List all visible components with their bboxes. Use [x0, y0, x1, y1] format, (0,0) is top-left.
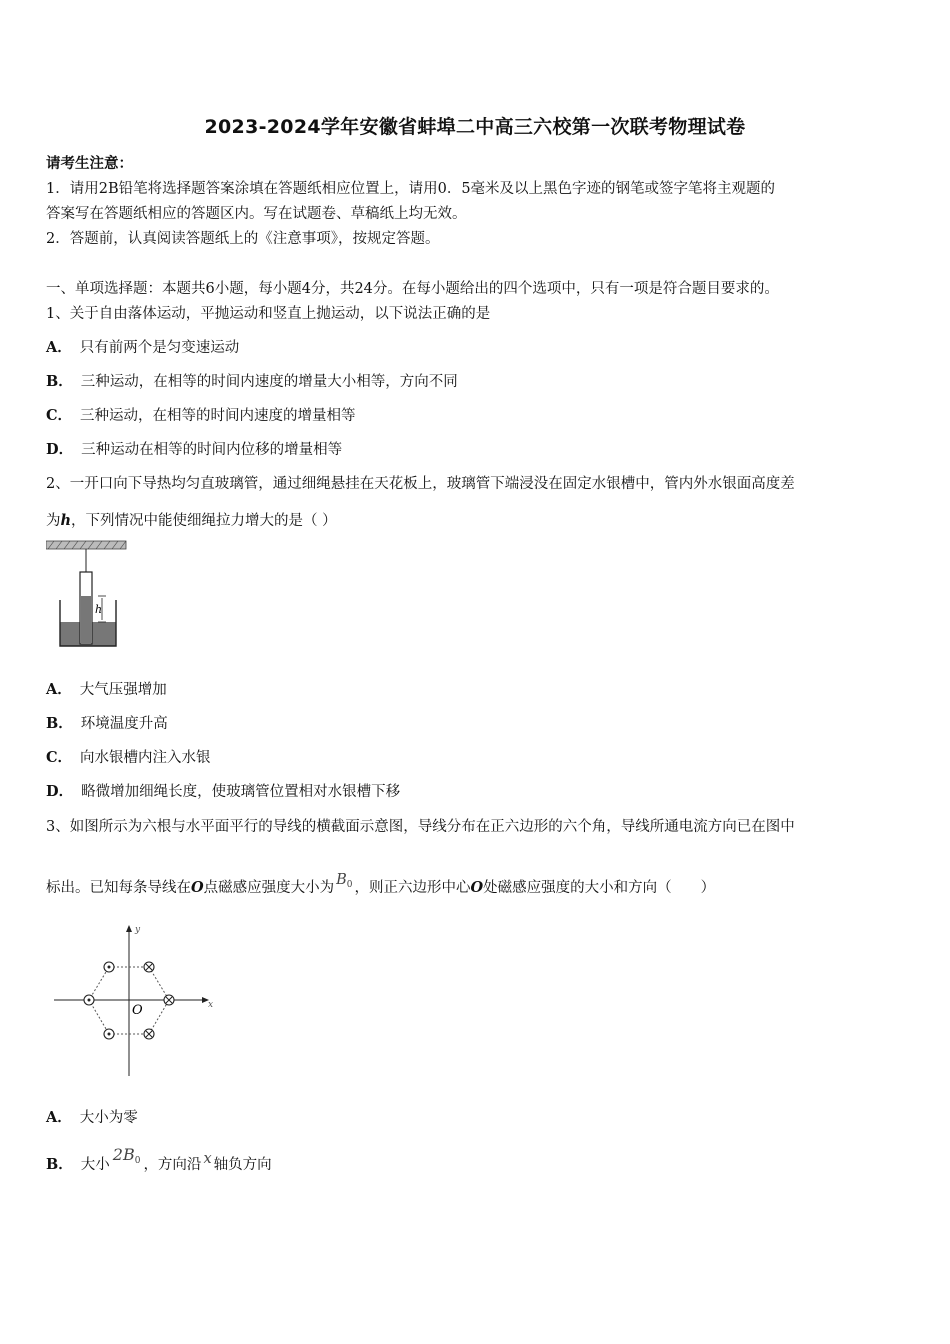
q3-stem-text: 处磁感应强度的大小和方向（ ）	[483, 880, 716, 896]
option-text: 三种运动在相等的时间内位移的增量相等	[81, 442, 343, 458]
q1-option-c[interactable]	[46, 404, 356, 425]
ceiling-hatch	[46, 541, 126, 549]
option-letter: B．	[46, 373, 73, 390]
notice-line-3: 2．答题前，认真阅读答题纸上的《注意事项》，按规定答题。	[46, 231, 440, 247]
q3-stem-line-2	[46, 872, 716, 898]
notice-line-2: 答案写在答题纸相应的答题区内。写在试题卷、草稿纸上均无效。	[46, 206, 467, 222]
q2-option-c[interactable]	[46, 746, 211, 767]
option-letter: A．	[46, 681, 72, 698]
axis-symbol: x	[203, 1151, 212, 1167]
option-text: 大小为零	[79, 1110, 138, 1126]
magnitude-symbol: 2B	[112, 1145, 135, 1164]
h-label: h	[95, 603, 103, 616]
q2-tube-figure	[46, 538, 128, 650]
option-letter: C．	[46, 749, 73, 766]
option-text: 三种运动，在相等的时间内速度的增量大小相等，方向不同	[80, 374, 458, 390]
wire-right	[164, 995, 174, 1005]
page-title: 2023-2024学年安徽省蚌埠二中高三六校第一次联考物理试卷	[204, 116, 746, 138]
option-letter: A．	[46, 339, 72, 356]
option-text: 略微增加细绳长度，使玻璃管位置相对水银槽下移	[81, 784, 401, 800]
option-letter: B．	[46, 1156, 73, 1173]
q3-stem-line-1: 3、如图所示为六根与水平面平行的导线的横截面示意图，导线分布在正六边形的六个角，导线所通电流方向已在图中	[46, 819, 795, 835]
wire-bottom-left	[104, 1029, 114, 1039]
option-text: 大小	[80, 1157, 110, 1173]
option-letter: D．	[46, 441, 74, 458]
q2-stem-line-1: 2、一开口向下导热均匀直玻璃管，通过细绳悬挂在天花板上，玻璃管下端浸没在固定水银槽中，管内外水银面高度差	[46, 476, 795, 492]
q1-option-d[interactable]	[46, 438, 342, 459]
notice-line-1: 1．请用2B铅笔将选择题答案涂填在答题纸相应位置上，请用0．5毫米及以上黑色字迹的钢笔或签字笔将主观题的	[46, 181, 776, 197]
q1-option-b[interactable]	[46, 370, 458, 391]
q3-stem-text: ，则正六边形中心	[354, 880, 471, 896]
b-symbol: B	[336, 872, 347, 888]
q3-stem-text: 点磁感应强度大小为	[203, 880, 335, 896]
option-letter: C．	[46, 407, 73, 424]
option-letter: A．	[46, 1109, 72, 1126]
option-text: 向水银槽内注入水银	[80, 750, 211, 766]
wire-top-left	[104, 962, 114, 972]
q2-stem-line-2	[46, 509, 337, 530]
notice-heading: 请考生注意：	[46, 155, 133, 172]
option-text: ，方向沿	[143, 1157, 202, 1173]
option-text: 轴负方向	[213, 1157, 272, 1173]
q2-stem-text: 为	[46, 513, 61, 529]
x-axis-label: x	[208, 1000, 214, 1010]
magnitude-subscript: 0	[134, 1156, 141, 1166]
q3-stem-text: 标出。已知每条导线在	[46, 880, 191, 896]
option-letter: D．	[46, 783, 74, 800]
q2-option-d[interactable]	[46, 780, 400, 801]
q2-var-h: h	[60, 512, 72, 529]
q3-option-a[interactable]	[46, 1106, 138, 1127]
q2-option-a[interactable]	[46, 678, 167, 699]
b-subscript: 0	[346, 880, 353, 890]
q3-2b0	[113, 1145, 141, 1164]
q3-option-b[interactable]	[46, 1145, 272, 1175]
wire-left	[84, 995, 94, 1005]
option-text: 三种运动，在相等的时间内速度的增量相等	[80, 408, 356, 424]
q1-stem: 1、关于自由落体运动，平抛运动和竖直上抛运动，以下说法正确的是	[46, 306, 491, 322]
wire-bottom-right	[144, 1029, 154, 1039]
tube-mercury	[81, 596, 91, 643]
option-text: 环境温度升高	[80, 716, 168, 732]
y-axis-label: y	[135, 925, 141, 935]
option-text: 大气压强增加	[79, 682, 167, 698]
q3-b0	[336, 872, 352, 888]
section-heading: 一、单项选择题：本题共6小题，每小题4分，共24分。在每小题给出的四个选项中，只有一项是符合题目要求的。	[46, 281, 779, 297]
wire-top-right	[144, 962, 154, 972]
option-letter: B．	[46, 715, 73, 732]
q3-hexagon-figure	[50, 918, 220, 1080]
origin-label: O	[132, 1003, 143, 1018]
q2-option-b[interactable]	[46, 712, 168, 733]
q3-point-o: O	[191, 879, 204, 896]
q3-point-o: O	[470, 879, 484, 896]
q1-option-a[interactable]	[46, 336, 239, 357]
q2-stem-text: ，下列情况中能使细绳拉力增大的是（ ）	[71, 513, 337, 529]
option-text: 只有前两个是匀变速运动	[79, 340, 240, 356]
